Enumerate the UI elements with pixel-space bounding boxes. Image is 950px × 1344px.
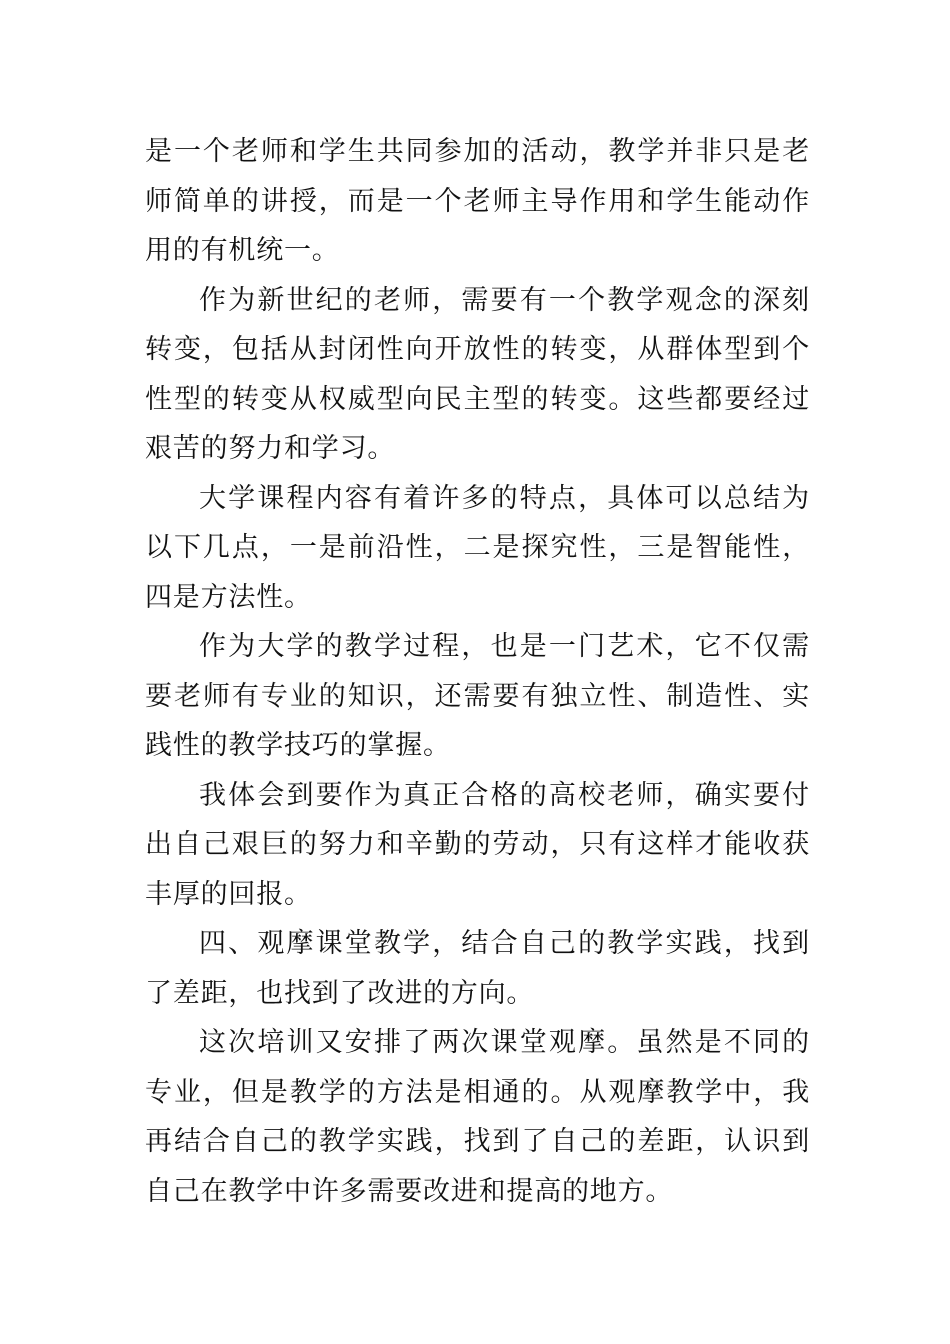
paragraph-qualified-teacher: 我体会到要作为真正合格的高校老师，确实要付出自己艰巨的努力和辛勤的劳动，只有这样才能收获丰厚的回报。 <box>145 779 810 910</box>
paragraph-observation: 这次培训又安排了两次课堂观摩。虽然是不同的专业，但是教学的方法是相通的。从观摩教学中，我再结合自己的教学实践，找到了自己的差距，认识到自己在教学中许多需要改进和提高的地方。 <box>145 1027 810 1207</box>
paragraph-teaching-art: 作为大学的教学过程，也是一门艺术，它不仅需要老师有专业的知识，还需要有独立性、制造性、实践性的教学技巧的掌握。 <box>145 631 810 761</box>
section-heading-observation: 四、观摩课堂教学，结合自己的教学实践，找到了差距，也找到了改进的方向。 <box>145 928 810 1009</box>
paragraph-continuation: 是一个老师和学生共同参加的活动，教学并非只是老师简单的讲授，而是一个老师主导作用和学生能动作用的有机统一。 <box>145 136 810 266</box>
paragraph-course-features: 大学课程内容有着许多的特点，具体可以总结为以下几点，一是前沿性，二是探究性，三是智能性，四是方法性。 <box>145 482 810 613</box>
document-body <box>145 127 810 1216</box>
paragraph-teaching-concept: 作为新世纪的老师，需要有一个教学观念的深刻转变，包括从封闭性向开放性的转变，从群体型到个性型的转变从权威型向民主型的转变。这些都要经过艰苦的努力和学习。 <box>145 284 810 464</box>
